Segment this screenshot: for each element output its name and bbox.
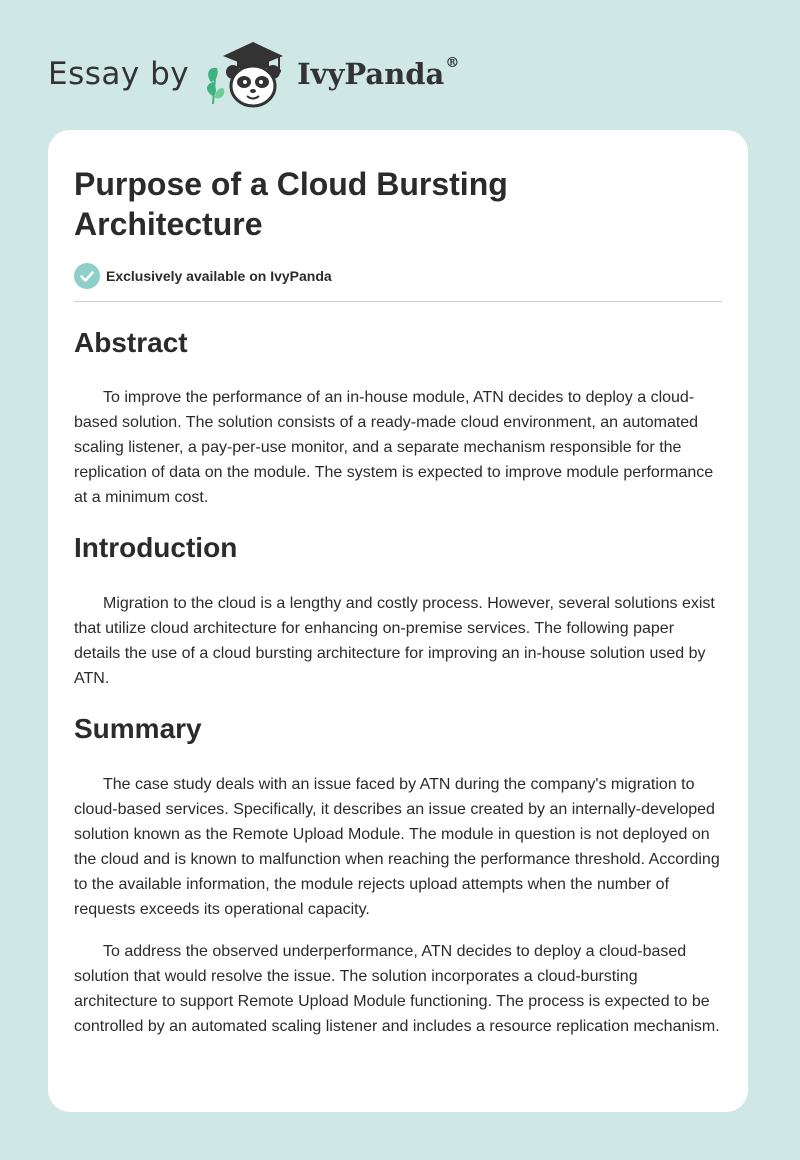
brand-prefix: Essay by [48, 55, 190, 92]
registered-mark: ® [445, 54, 460, 71]
title-divider [74, 301, 722, 302]
brand-name [297, 54, 460, 91]
section-heading-summary: Summary [74, 713, 202, 744]
leaf-icon [207, 68, 224, 104]
brand-name-text: IvyPanda [297, 56, 445, 91]
check-circle-icon [74, 263, 100, 289]
section-heading-abstract: Abstract [74, 327, 188, 358]
introduction-paragraph: Migration to the cloud is a lengthy and costly process. However, several solutions exist that utilize cloud architecture for enhancing on-premise services. The following paper details the use of a cloud bursting architecture for improving an in-house solution used by ATN. [74, 595, 715, 687]
abstract-paragraph: To improve the performance of an in-house module, ATN decides to deploy a cloud-based solution. The solution consists of a ready-made cloud environment, an automated scaling listener, a pay-per-use monitor, and a separate mechanism responsible for the replication of data on the module. The system is expected to improve module performance at a minimum cost. [74, 389, 714, 506]
article-title: Purpose of a Cloud Bursting Architecture [74, 166, 508, 242]
exclusive-badge-text: Exclusively available on IvyPanda [106, 268, 332, 284]
summary-paragraph-2: To address the observed underperformance, ATN decides to deploy a cloud-based solution that would resolve the issue. The solution incorporates a cloud-bursting architecture to support Remote Upload Module functioning. The process is expected to be controlled by an automated scaling listener and includes a resource replication mechanism. [74, 943, 720, 1035]
panda-mascot-icon [203, 38, 289, 110]
summary-paragraph-1: The case study deals with an issue faced by ATN during the company's migration to cloud-based services. Specifically, it describes an issue created by an internally-developed solution known as the Remote Upload Module. The module in question is not deployed on the cloud and is known to malfunction when reaching the performance threshold. According to the available information, the module rejects upload attempts when the number of requests exceeds its operational capacity. [74, 776, 720, 918]
site-logo[interactable] [48, 38, 459, 110]
section-heading-introduction: Introduction [74, 532, 238, 563]
exclusive-badge [74, 263, 722, 289]
panda-head-icon [226, 65, 280, 106]
article-card [48, 130, 748, 1112]
